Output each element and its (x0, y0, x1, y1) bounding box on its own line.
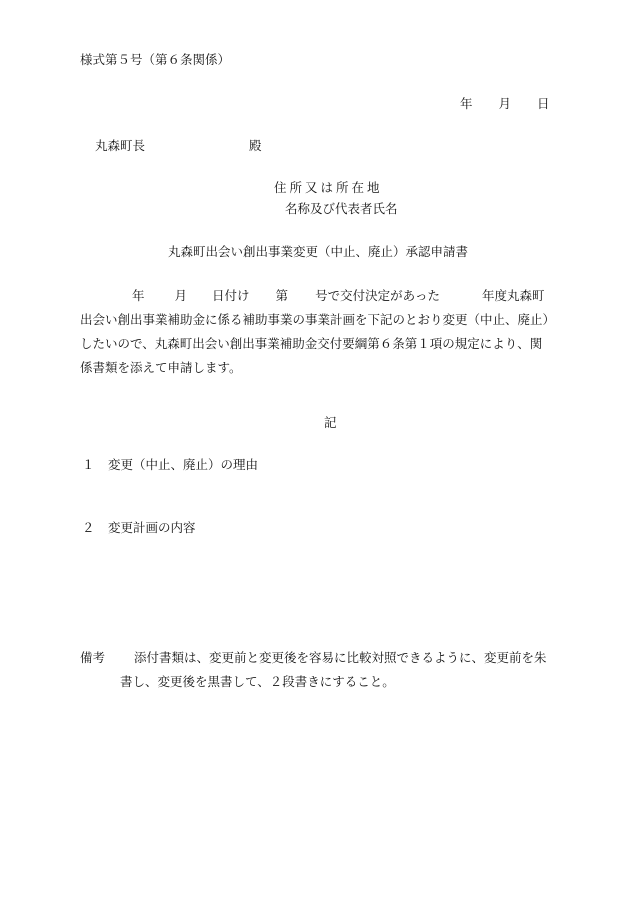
item-label: 変更（中止、廃止）の理由 (108, 457, 259, 472)
document-title: 丸森町出会い創出事業変更（中止、廃止）承認申請書 (168, 244, 469, 259)
form-number: 様式第５号（第６条関係） (80, 52, 231, 67)
date-year-label: 年 (460, 96, 473, 111)
body-text (80, 284, 555, 380)
body-date-label: 日付け (212, 288, 250, 303)
remarks (80, 646, 547, 694)
body-month-label: 月 (174, 288, 188, 303)
applicant-address-label: 住所又は所在地 (274, 180, 383, 195)
body-number-suffix: 号で交付決定があった (315, 288, 440, 303)
body-line-4: 係書類を添えて申請します。 (80, 360, 242, 375)
date-day-label: 日 (537, 96, 550, 111)
item-2 (80, 518, 196, 536)
date-line (460, 94, 550, 112)
body-line-2: 出会い創出事業補助金に係る補助事業の事業計画を下記のとおり変更（中止、廃止） (80, 312, 556, 327)
item-label: 変更計画の内容 (108, 520, 196, 535)
addressee-name: 丸森町長 (95, 138, 146, 153)
item-number: ２ (82, 520, 95, 535)
item-number: １ (82, 457, 95, 472)
remarks-label: 備考 (80, 650, 106, 665)
body-number-prefix: 第 (275, 288, 289, 303)
applicant-name-label: 名称及び代表者氏名 (285, 201, 398, 216)
addressee-honorific: 殿 (249, 138, 262, 153)
ki-heading: 記 (324, 415, 337, 430)
remarks-line-2: 書し、変更後を黒書して、２段書きにすること。 (120, 674, 395, 689)
date-month-label: 月 (498, 96, 512, 111)
addressee (95, 136, 262, 154)
remarks-line-1: 添付書類は、変更前と変更後を容易に比較対照できるように、変更前を朱 (134, 650, 547, 665)
body-line-1 (80, 284, 555, 308)
item-1 (80, 455, 258, 473)
body-year-label: 年 (132, 288, 145, 303)
body-line-3: したいので、丸森町出会い創出事業補助金交付要綱第６条第１項の規定により、関 (80, 336, 543, 351)
body-fiscal-year: 年度丸森町 (481, 288, 545, 303)
